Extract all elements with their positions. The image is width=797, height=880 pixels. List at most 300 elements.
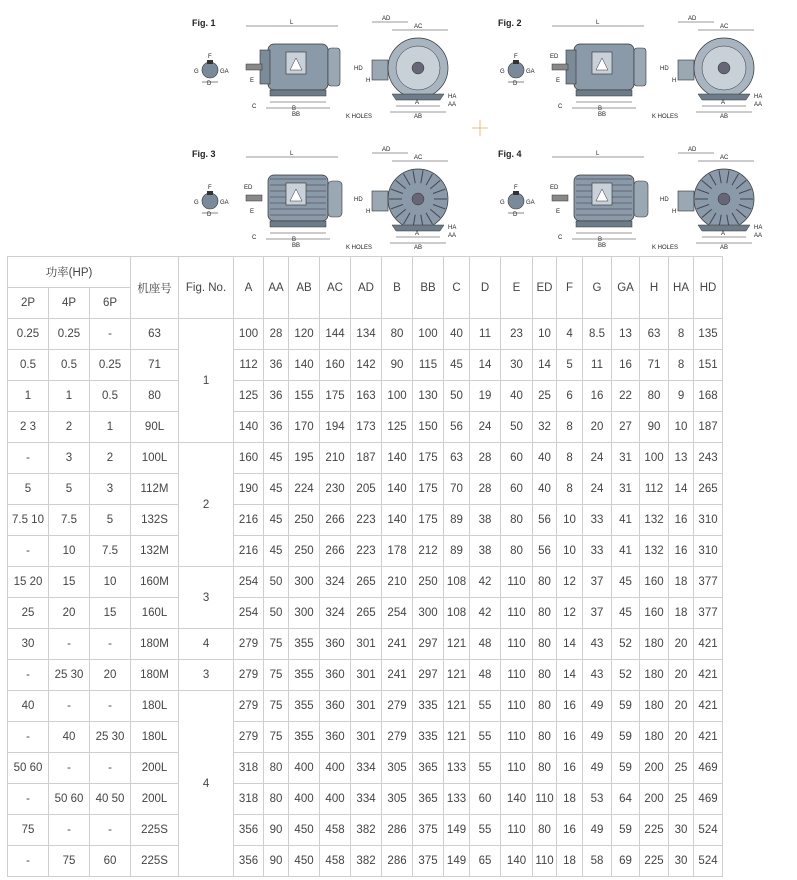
cell-dim-ed: 80 bbox=[533, 567, 557, 598]
cell-frame: 225S bbox=[131, 846, 179, 877]
cell-dim-ga: 27 bbox=[612, 412, 640, 443]
dim-label-a: A bbox=[415, 100, 420, 106]
cell-dim-hd: 310 bbox=[694, 505, 723, 536]
cell-power-4p: - bbox=[49, 815, 90, 846]
cell-dim-aa: 75 bbox=[264, 629, 289, 660]
cell-power-4p: 40 bbox=[49, 722, 90, 753]
cell-dim-h: 71 bbox=[640, 350, 669, 381]
cell-frame: 100L bbox=[131, 443, 179, 474]
cell-dim-h: 200 bbox=[640, 753, 669, 784]
cell-dim-ha: 9 bbox=[669, 381, 694, 412]
cell-dim-ad: 134 bbox=[351, 319, 382, 350]
cell-dim-d: 38 bbox=[470, 505, 501, 536]
cell-power-4p: 15 bbox=[49, 567, 90, 598]
dim-label-ha: HA bbox=[448, 94, 457, 100]
cell-power-2p: 5 bbox=[8, 474, 49, 505]
cell-dim-ga: 41 bbox=[612, 536, 640, 567]
header-dim-ed: ED bbox=[533, 257, 557, 319]
cell-power-6p: 60 bbox=[90, 846, 131, 877]
cell-power-2p: 2 3 bbox=[8, 412, 49, 443]
cell-dim-ac: 230 bbox=[320, 474, 351, 505]
cell-dim-a: 279 bbox=[234, 629, 264, 660]
dim-label-b: B bbox=[598, 106, 603, 112]
cell-dim-c: 108 bbox=[444, 567, 470, 598]
cell-dim-ab: 224 bbox=[289, 474, 320, 505]
header-dim-b: B bbox=[382, 257, 413, 319]
cell-dim-h: 200 bbox=[640, 784, 669, 815]
dim-label-a: A bbox=[721, 231, 726, 237]
cell-dim-d: 11 bbox=[470, 319, 501, 350]
motor-side-view bbox=[246, 20, 340, 118]
cell-dim-ha: 16 bbox=[669, 536, 694, 567]
cell-dim-hd: 421 bbox=[694, 722, 723, 753]
cell-dim-d: 48 bbox=[470, 660, 501, 691]
header-pole-6p: 6P bbox=[90, 288, 131, 319]
cell-power-6p: - bbox=[90, 815, 131, 846]
dim-label-c: C bbox=[252, 104, 257, 110]
cell-dim-hd: 524 bbox=[694, 815, 723, 846]
dim-label-aa: AA bbox=[448, 102, 457, 108]
cell-power-2p: 75 bbox=[8, 815, 49, 846]
header-power: 功率(HP) bbox=[8, 257, 131, 288]
dim-label-aa: AA bbox=[754, 233, 763, 239]
header-dim-d: D bbox=[470, 257, 501, 319]
dim-label-aa: AA bbox=[448, 233, 457, 239]
cell-power-6p: 7.5 bbox=[90, 536, 131, 567]
cell-dim-a: 140 bbox=[234, 412, 264, 443]
cell-dim-c: 121 bbox=[444, 722, 470, 753]
cell-dim-ac: 400 bbox=[320, 784, 351, 815]
figure-2 bbox=[498, 16, 762, 120]
cell-dim-g: 24 bbox=[583, 474, 612, 505]
cell-dim-ed: 56 bbox=[533, 505, 557, 536]
figure-3 bbox=[192, 147, 456, 251]
cell-dim-g: 49 bbox=[583, 753, 612, 784]
header-row bbox=[8, 257, 723, 288]
motor-front-view bbox=[652, 147, 762, 251]
header-dim-a: A bbox=[234, 257, 264, 319]
table-row bbox=[8, 381, 723, 412]
cell-dim-ad: 265 bbox=[351, 567, 382, 598]
cell-dim-h: 225 bbox=[640, 815, 669, 846]
cell-dim-bb: 335 bbox=[413, 722, 444, 753]
dim-label-ab: AB bbox=[720, 114, 729, 120]
cell-power-6p: 40 50 bbox=[90, 784, 131, 815]
cell-dim-h: 112 bbox=[640, 474, 669, 505]
motor-front-view bbox=[346, 16, 456, 120]
cell-dim-aa: 50 bbox=[264, 598, 289, 629]
cell-power-4p: 2 bbox=[49, 412, 90, 443]
cell-power-2p: 25 bbox=[8, 598, 49, 629]
cell-dim-ac: 400 bbox=[320, 753, 351, 784]
cell-dim-c: 149 bbox=[444, 815, 470, 846]
cell-dim-ha: 8 bbox=[669, 350, 694, 381]
cell-dim-e: 110 bbox=[501, 660, 533, 691]
cell-power-6p: 2 bbox=[90, 443, 131, 474]
figures-svg bbox=[0, 0, 797, 252]
table-row bbox=[8, 629, 723, 660]
cell-dim-a: 216 bbox=[234, 536, 264, 567]
dim-label-bb: BB bbox=[292, 112, 301, 118]
cell-dim-bb: 175 bbox=[413, 505, 444, 536]
dim-label-bb: BB bbox=[598, 112, 607, 118]
figure-label: Fig. 4 bbox=[498, 149, 522, 159]
cell-dim-ha: 20 bbox=[669, 660, 694, 691]
cell-dim-c: 63 bbox=[444, 443, 470, 474]
cell-dim-f: 5 bbox=[557, 350, 583, 381]
dim-label-l: L bbox=[290, 151, 294, 157]
cell-dim-ed: 14 bbox=[533, 350, 557, 381]
cell-dim-ad: 382 bbox=[351, 815, 382, 846]
figure-label: Fig. 1 bbox=[192, 18, 216, 28]
cell-dim-ga: 45 bbox=[612, 598, 640, 629]
header-dim-aa: AA bbox=[264, 257, 289, 319]
header-dim-c: C bbox=[444, 257, 470, 319]
cell-dim-hd: 310 bbox=[694, 536, 723, 567]
cell-dim-g: 11 bbox=[583, 350, 612, 381]
dim-label-c: C bbox=[558, 235, 563, 241]
dim-label-ha: HA bbox=[448, 225, 457, 231]
cell-dim-e: 110 bbox=[501, 815, 533, 846]
cell-dim-ab: 155 bbox=[289, 381, 320, 412]
cell-dim-h: 180 bbox=[640, 629, 669, 660]
cell-dim-h: 225 bbox=[640, 846, 669, 877]
cell-dim-e: 60 bbox=[501, 474, 533, 505]
cell-dim-f: 10 bbox=[557, 505, 583, 536]
cell-dim-ad: 187 bbox=[351, 443, 382, 474]
cell-power-2p: - bbox=[8, 660, 49, 691]
cell-dim-e: 110 bbox=[501, 722, 533, 753]
dim-label-g: G bbox=[194, 69, 199, 75]
cell-dim-bb: 365 bbox=[413, 784, 444, 815]
cell-dim-ed: 110 bbox=[533, 846, 557, 877]
dim-label-g: G bbox=[500, 200, 505, 206]
header-dim-ha: HA bbox=[669, 257, 694, 319]
cell-dim-ac: 324 bbox=[320, 567, 351, 598]
cell-dim-c: 70 bbox=[444, 474, 470, 505]
cell-dim-f: 12 bbox=[557, 598, 583, 629]
dim-label-ed: ED bbox=[550, 185, 559, 191]
table-row bbox=[8, 784, 723, 815]
cell-dim-ed: 40 bbox=[533, 474, 557, 505]
dim-label-ga: GA bbox=[220, 69, 229, 75]
cell-power-2p: - bbox=[8, 722, 49, 753]
cell-power-2p: 1 bbox=[8, 381, 49, 412]
cell-power-6p: - bbox=[90, 691, 131, 722]
cell-power-2p: 0.25 bbox=[8, 319, 49, 350]
cell-dim-ha: 20 bbox=[669, 722, 694, 753]
cell-dim-g: 53 bbox=[583, 784, 612, 815]
cell-dim-ga: 59 bbox=[612, 753, 640, 784]
cell-dim-ed: 80 bbox=[533, 691, 557, 722]
cell-power-4p: 20 bbox=[49, 598, 90, 629]
cell-dim-g: 49 bbox=[583, 815, 612, 846]
header-dim-hd: HD bbox=[694, 257, 723, 319]
cell-dim-hd: 265 bbox=[694, 474, 723, 505]
cell-dim-ac: 458 bbox=[320, 815, 351, 846]
dim-label-hd: HD bbox=[354, 66, 363, 72]
dim-label-b: B bbox=[292, 237, 297, 243]
dim-label-ga: GA bbox=[526, 69, 535, 75]
cell-dim-h: 100 bbox=[640, 443, 669, 474]
cell-fig-no: 2 bbox=[179, 443, 234, 567]
cell-power-4p: 25 30 bbox=[49, 660, 90, 691]
figure-label: Fig. 3 bbox=[192, 149, 216, 159]
dim-label-k_holes: K HOLES bbox=[346, 245, 373, 251]
cell-dim-h: 180 bbox=[640, 722, 669, 753]
cell-dim-h: 90 bbox=[640, 412, 669, 443]
cell-dim-ac: 194 bbox=[320, 412, 351, 443]
cell-dim-ac: 160 bbox=[320, 350, 351, 381]
cell-dim-f: 18 bbox=[557, 846, 583, 877]
cell-dim-hd: 187 bbox=[694, 412, 723, 443]
shaft bbox=[552, 64, 568, 70]
cell-dim-h: 132 bbox=[640, 536, 669, 567]
cell-dim-ga: 59 bbox=[612, 722, 640, 753]
dim-label-ad: AD bbox=[688, 16, 697, 22]
cell-dim-ac: 210 bbox=[320, 443, 351, 474]
cell-dim-f: 8 bbox=[557, 443, 583, 474]
cell-frame: 200L bbox=[131, 753, 179, 784]
cell-dim-ha: 18 bbox=[669, 598, 694, 629]
cell-frame: 180L bbox=[131, 691, 179, 722]
cell-dim-hd: 168 bbox=[694, 381, 723, 412]
cell-power-6p: 3 bbox=[90, 474, 131, 505]
cell-dim-ga: 52 bbox=[612, 629, 640, 660]
cell-dim-d: 65 bbox=[470, 846, 501, 877]
cell-dim-ac: 360 bbox=[320, 722, 351, 753]
cell-dim-ha: 30 bbox=[669, 846, 694, 877]
cell-dim-ha: 30 bbox=[669, 815, 694, 846]
cell-dim-ad: 334 bbox=[351, 784, 382, 815]
cell-dim-b: 241 bbox=[382, 660, 413, 691]
cell-dim-e: 80 bbox=[501, 505, 533, 536]
cell-dim-ac: 360 bbox=[320, 691, 351, 722]
table-row bbox=[8, 753, 723, 784]
cell-dim-ad: 265 bbox=[351, 598, 382, 629]
cell-dim-b: 125 bbox=[382, 412, 413, 443]
cell-dim-ab: 250 bbox=[289, 536, 320, 567]
cell-dim-ha: 18 bbox=[669, 567, 694, 598]
dim-label-f: F bbox=[514, 54, 518, 60]
figure-label: Fig. 2 bbox=[498, 18, 522, 28]
dim-label-l: L bbox=[290, 20, 294, 26]
cell-dim-b: 286 bbox=[382, 815, 413, 846]
dim-label-g: G bbox=[194, 200, 199, 206]
cell-dim-ed: 80 bbox=[533, 753, 557, 784]
cell-frame: 180M bbox=[131, 629, 179, 660]
cell-power-4p: 1 bbox=[49, 381, 90, 412]
cell-dim-g: 33 bbox=[583, 536, 612, 567]
cell-dim-ed: 25 bbox=[533, 381, 557, 412]
cell-dim-b: 140 bbox=[382, 474, 413, 505]
cell-frame: 71 bbox=[131, 350, 179, 381]
cell-dim-d: 28 bbox=[470, 443, 501, 474]
cell-dim-c: 133 bbox=[444, 753, 470, 784]
cell-dim-f: 4 bbox=[557, 319, 583, 350]
table-header bbox=[8, 257, 723, 319]
header-dim-ac: AC bbox=[320, 257, 351, 319]
cell-dim-hd: 421 bbox=[694, 629, 723, 660]
cell-frame: 112M bbox=[131, 474, 179, 505]
cell-dim-ga: 22 bbox=[612, 381, 640, 412]
cell-dim-bb: 175 bbox=[413, 474, 444, 505]
cell-dim-ed: 80 bbox=[533, 722, 557, 753]
cell-frame: 63 bbox=[131, 319, 179, 350]
header-pole-2p: 2P bbox=[8, 288, 49, 319]
cell-dim-ab: 450 bbox=[289, 815, 320, 846]
cell-dim-ad: 163 bbox=[351, 381, 382, 412]
cell-dim-ab: 355 bbox=[289, 629, 320, 660]
cell-dim-b: 279 bbox=[382, 722, 413, 753]
cell-dim-b: 178 bbox=[382, 536, 413, 567]
cell-power-4p: 0.5 bbox=[49, 350, 90, 381]
cell-dim-ad: 301 bbox=[351, 722, 382, 753]
cell-dim-c: 50 bbox=[444, 381, 470, 412]
cell-frame: 160M bbox=[131, 567, 179, 598]
dim-label-e: E bbox=[556, 209, 561, 215]
dim-label-ac: AC bbox=[720, 155, 729, 161]
cell-dim-ga: 31 bbox=[612, 474, 640, 505]
cell-dim-ac: 266 bbox=[320, 536, 351, 567]
cell-dim-ab: 195 bbox=[289, 443, 320, 474]
motor-feet bbox=[576, 221, 632, 227]
cell-dim-bb: 175 bbox=[413, 443, 444, 474]
cell-dim-aa: 75 bbox=[264, 691, 289, 722]
motor-dimension-figures bbox=[0, 0, 797, 252]
cell-dim-ac: 458 bbox=[320, 846, 351, 877]
cell-power-6p: - bbox=[90, 629, 131, 660]
dim-label-ad: AD bbox=[382, 16, 391, 22]
header-dim-f: F bbox=[557, 257, 583, 319]
cell-frame: 180L bbox=[131, 722, 179, 753]
dim-label-f: F bbox=[514, 185, 518, 191]
shaft bbox=[246, 195, 262, 201]
cell-dim-g: 37 bbox=[583, 598, 612, 629]
cell-dim-ad: 301 bbox=[351, 691, 382, 722]
cell-dim-h: 132 bbox=[640, 505, 669, 536]
shaft-section-icon bbox=[500, 185, 535, 218]
cell-dim-a: 356 bbox=[234, 846, 264, 877]
header-dim-ab: AB bbox=[289, 257, 320, 319]
cell-dim-ed: 80 bbox=[533, 629, 557, 660]
header-pole-4p: 4P bbox=[49, 288, 90, 319]
shaft-section-icon bbox=[194, 185, 229, 218]
cell-dim-g: 24 bbox=[583, 443, 612, 474]
cell-dim-f: 14 bbox=[557, 660, 583, 691]
center-mark-icon bbox=[472, 120, 488, 136]
cell-dim-ab: 450 bbox=[289, 846, 320, 877]
cell-dim-h: 160 bbox=[640, 567, 669, 598]
cell-power-6p: 10 bbox=[90, 567, 131, 598]
cell-fig-no: 3 bbox=[179, 660, 234, 691]
cell-dim-d: 24 bbox=[470, 412, 501, 443]
table-row bbox=[8, 474, 723, 505]
cell-dim-aa: 80 bbox=[264, 753, 289, 784]
cell-dim-a: 190 bbox=[234, 474, 264, 505]
cell-power-4p: - bbox=[49, 629, 90, 660]
cell-frame: 225S bbox=[131, 815, 179, 846]
cell-dim-d: 55 bbox=[470, 753, 501, 784]
cell-dim-c: 89 bbox=[444, 505, 470, 536]
cell-power-6p: 20 bbox=[90, 660, 131, 691]
cell-dim-e: 60 bbox=[501, 443, 533, 474]
cell-dim-f: 16 bbox=[557, 815, 583, 846]
cell-dim-a: 254 bbox=[234, 598, 264, 629]
cell-dim-ab: 355 bbox=[289, 722, 320, 753]
cell-dim-bb: 300 bbox=[413, 598, 444, 629]
dim-label-ac: AC bbox=[720, 24, 729, 30]
cell-dim-b: 254 bbox=[382, 598, 413, 629]
cell-dim-ac: 175 bbox=[320, 381, 351, 412]
cell-dim-g: 8.5 bbox=[583, 319, 612, 350]
table-row bbox=[8, 536, 723, 567]
cell-dim-e: 80 bbox=[501, 536, 533, 567]
cell-dim-hd: 377 bbox=[694, 598, 723, 629]
cell-dim-a: 216 bbox=[234, 505, 264, 536]
cell-dim-e: 110 bbox=[501, 691, 533, 722]
cell-dim-ab: 300 bbox=[289, 598, 320, 629]
cell-dim-d: 28 bbox=[470, 474, 501, 505]
cell-fig-no: 4 bbox=[179, 629, 234, 660]
cell-dim-ad: 334 bbox=[351, 753, 382, 784]
motor-front-view bbox=[346, 147, 456, 251]
cell-power-6p: - bbox=[90, 753, 131, 784]
cell-dim-ab: 300 bbox=[289, 567, 320, 598]
cell-dim-d: 42 bbox=[470, 567, 501, 598]
cell-dim-bb: 375 bbox=[413, 815, 444, 846]
dim-label-ed: ED bbox=[550, 54, 559, 60]
cell-dim-f: 6 bbox=[557, 381, 583, 412]
dim-label-a: A bbox=[721, 100, 726, 106]
cell-dim-ga: 64 bbox=[612, 784, 640, 815]
cell-dim-d: 42 bbox=[470, 598, 501, 629]
cell-dim-f: 16 bbox=[557, 753, 583, 784]
dim-label-e: E bbox=[250, 209, 255, 215]
header-dim-e: E bbox=[501, 257, 533, 319]
cell-dim-ga: 45 bbox=[612, 567, 640, 598]
cell-dim-b: 100 bbox=[382, 381, 413, 412]
cell-power-6p: 0.25 bbox=[90, 350, 131, 381]
cell-dim-ga: 31 bbox=[612, 443, 640, 474]
cell-dim-ad: 223 bbox=[351, 505, 382, 536]
cell-dim-g: 33 bbox=[583, 505, 612, 536]
cell-dim-a: 160 bbox=[234, 443, 264, 474]
table-row bbox=[8, 319, 723, 350]
dim-label-ac: AC bbox=[414, 24, 423, 30]
cell-dim-ed: 110 bbox=[533, 784, 557, 815]
dim-label-c: C bbox=[252, 235, 257, 241]
motor-dimension-table bbox=[7, 256, 723, 877]
dim-label-f: F bbox=[208, 185, 212, 191]
cell-dim-ed: 40 bbox=[533, 443, 557, 474]
cell-power-2p: 30 bbox=[8, 629, 49, 660]
dim-label-h: H bbox=[366, 209, 371, 215]
cell-power-6p: - bbox=[90, 319, 131, 350]
cell-dim-ad: 173 bbox=[351, 412, 382, 443]
cell-power-4p: 3 bbox=[49, 443, 90, 474]
cell-dim-b: 241 bbox=[382, 629, 413, 660]
cell-dim-aa: 75 bbox=[264, 722, 289, 753]
table-body bbox=[8, 319, 723, 877]
cell-dim-d: 55 bbox=[470, 722, 501, 753]
cell-dim-aa: 80 bbox=[264, 784, 289, 815]
dim-label-g: G bbox=[500, 69, 505, 75]
motor-feet bbox=[270, 221, 326, 227]
motor-feet bbox=[576, 90, 632, 96]
cell-power-4p: 10 bbox=[49, 536, 90, 567]
cell-dim-ga: 69 bbox=[612, 846, 640, 877]
